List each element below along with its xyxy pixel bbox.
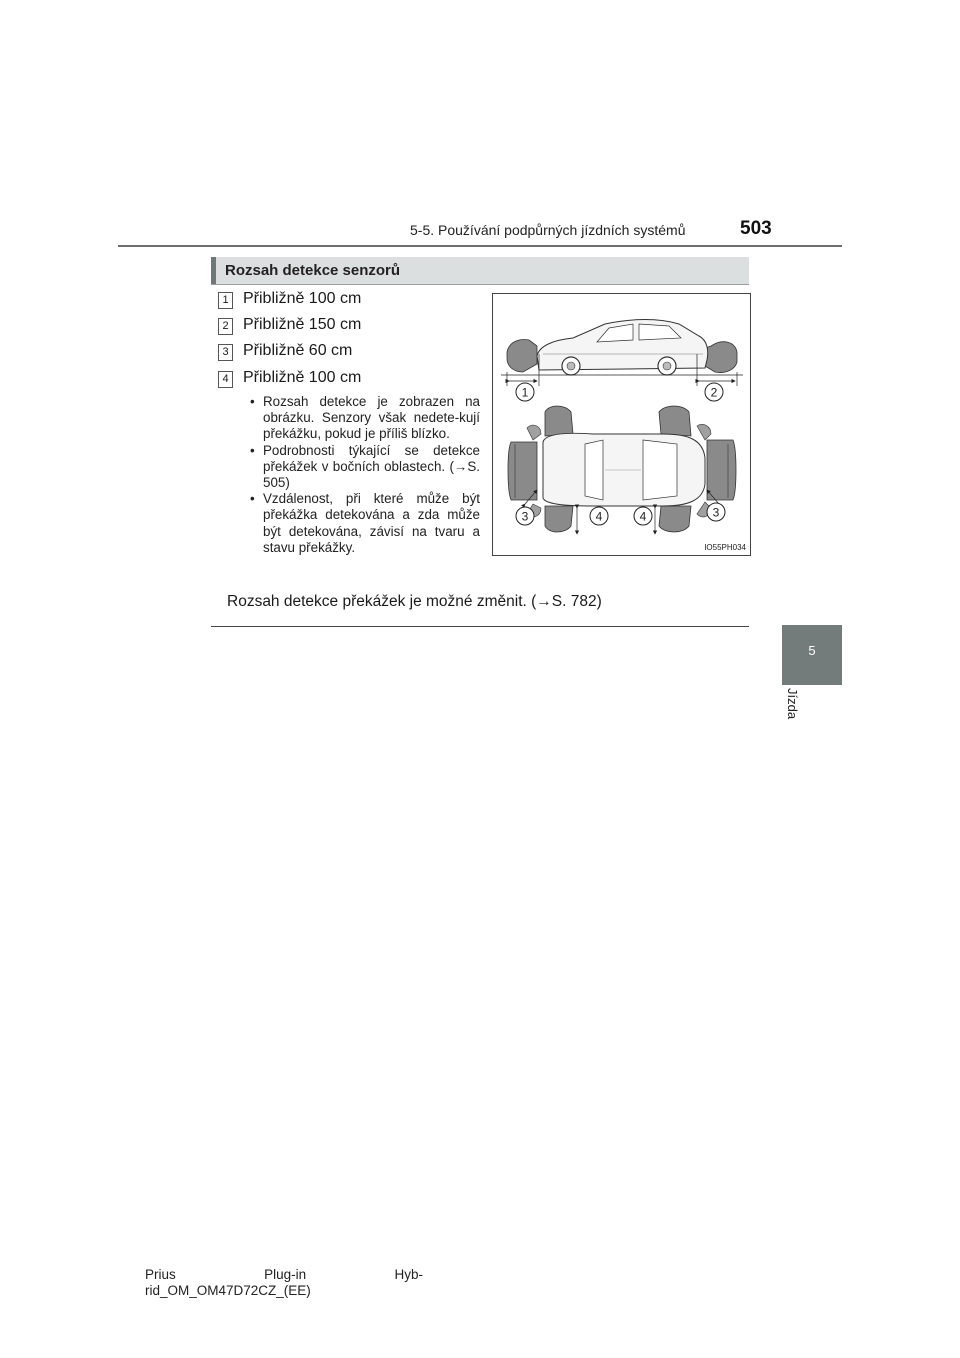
label-three-left: [516, 507, 534, 525]
item-text: Přibližně 100 cm: [243, 369, 362, 386]
footer-word: Prius: [145, 1267, 176, 1282]
label-three-right-text: 3: [712, 505, 720, 520]
label-two-text: 2: [710, 385, 718, 400]
item-number-box: 2: [218, 318, 233, 335]
chapter-tab: [782, 625, 842, 685]
chapter-label: Jízda: [785, 688, 800, 720]
label-three-left-text: 3: [521, 509, 529, 524]
footer-line-1: [145, 1267, 423, 1283]
figure-code: IO55PH034: [704, 543, 746, 552]
note-item: • Rozsah detekce je zobrazen na obrázku. Senzory však nedete-kují překážku, pokud je příliš blízko.: [246, 394, 480, 443]
label-four-right: [634, 507, 652, 525]
car-side-view: [501, 320, 743, 387]
header-rule: [118, 245, 842, 247]
label-one: [516, 383, 534, 401]
label-four-right-text: 4: [639, 509, 647, 524]
header-section-title: 5-5. Používání podpůrných jízdních systémů: [410, 222, 686, 238]
note-item: • Podrobnosti týkající se detekce překážek v bočních oblastech. (→S. 505): [246, 443, 480, 492]
footer-word: Hyb-: [394, 1267, 423, 1282]
sensor-range-figure: [492, 293, 751, 556]
label-four-left: [590, 507, 608, 525]
label-four-left-text: 4: [595, 509, 603, 524]
page-number: 503: [740, 218, 772, 239]
section-heading: [211, 257, 749, 285]
chapter-number: 5: [808, 643, 816, 658]
notes-list: [246, 394, 480, 556]
section-heading-bar: [211, 257, 216, 284]
label-three-right: [707, 503, 725, 521]
sensor-range-illustration: [493, 294, 750, 555]
item-text: Přibližně 100 cm: [243, 290, 362, 307]
item-text: Přibližně 150 cm: [243, 316, 362, 333]
label-one-text: 1: [521, 385, 529, 400]
footer-word: Plug-in: [264, 1267, 307, 1282]
item-text: Přibližně 60 cm: [243, 342, 353, 359]
footer: [145, 1267, 423, 1299]
car-top-view: [508, 406, 736, 534]
closing-text: Rozsah detekce překážek je možné změnit. (→S. 782): [227, 593, 602, 610]
item-number-box: 3: [218, 344, 233, 361]
item-number-box: 1: [218, 292, 233, 309]
section-heading-title: Rozsah detekce senzorů: [225, 262, 401, 279]
note-item: • Vzdálenost, při které může být překážka detekována a zda může být detekována, závisí na tvaru a stavu překážky.: [246, 491, 480, 556]
label-two: [705, 383, 723, 401]
chapter-label-wrap: [784, 688, 804, 728]
footer-line-2: rid_OM_OM47D72CZ_(EE): [145, 1283, 311, 1298]
section-end-rule: [211, 626, 749, 627]
item-number-box: 4: [218, 371, 233, 388]
